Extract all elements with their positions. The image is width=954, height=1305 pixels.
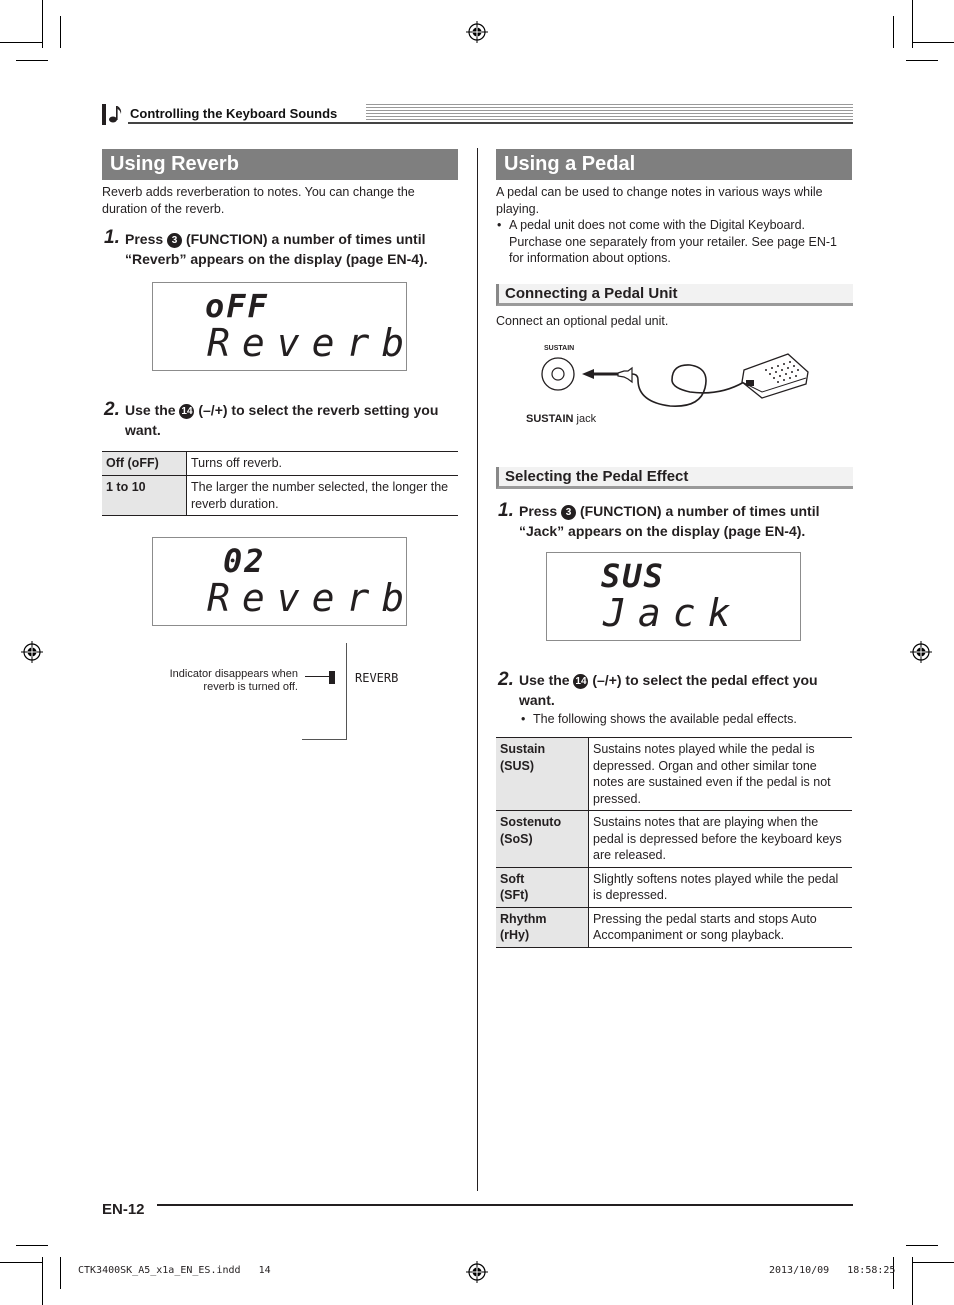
connect-text: Connect an optional pedal unit. [496, 314, 669, 328]
pedal-note-bullet: • A pedal unit does not come with the Digital Keyboard. Purchase one separately from your retailer. See page EN-1 for information about options. [509, 217, 851, 267]
crop-mark [42, 0, 43, 48]
lcd-display-pedal-jack: SUS Jack [546, 552, 801, 641]
reverb-indicator-label: REVERB [355, 671, 399, 685]
table-row: Off (oFF) Turns off reverb. [102, 452, 458, 476]
registration-mark-icon [466, 1261, 488, 1283]
print-timestamp: 2013/10/09 18:58:25 [769, 1265, 896, 1276]
sustain-jack-top-label: SUSTAIN [544, 345, 575, 352]
header-title: Controlling the Keyboard Sounds [130, 106, 338, 121]
crop-mark [912, 1257, 913, 1305]
music-note-icon [108, 104, 124, 124]
step-number: 2. [104, 399, 120, 420]
section-title-pedal: Using a Pedal [496, 149, 852, 180]
registration-mark-icon [910, 641, 932, 663]
table-row: Sostenuto (SoS) Sustains notes that are playing when the pedal is depressed before the keyboard keys are released. [496, 811, 852, 868]
crop-mark [906, 1245, 938, 1246]
pedal-step-1: Press 3 (FUNCTION) a number of times until “Jack” appears on the display (page EN-4). [519, 503, 820, 539]
subsection-connecting: Connecting a Pedal Unit [496, 284, 853, 306]
lcd-display-reverb-02: 02 Reverb [152, 537, 407, 626]
crop-mark [60, 16, 61, 48]
indicator-leader-line [305, 676, 329, 677]
lcd-display-reverb-off: oFF Reverb [152, 282, 407, 371]
step-number: 2. [498, 669, 514, 690]
crop-mark [60, 1257, 61, 1289]
reverb-intro: Reverb adds reverberation to notes. You can change the duration of the reverb. [102, 185, 415, 216]
crop-mark [16, 1245, 48, 1246]
crop-mark [912, 1262, 954, 1263]
lcd-corner-outline [302, 643, 347, 740]
registration-mark-icon [466, 21, 488, 43]
function-button-badge: 3 [561, 505, 576, 520]
pedal-connection-illustration-icon [520, 340, 820, 420]
table-row: Sustain (SUS) Sustains notes played while the pedal is depressed. Organ and other similar tone notes are sustained even if the pedal is not pressed. [496, 738, 852, 811]
indicator-note: Indicator disappears when reverb is turned off. [169, 668, 298, 693]
value-button-badge: 14 [181, 406, 193, 417]
step-number: 1. [498, 500, 514, 521]
table-row: Rhythm (rHy) Pressing the pedal starts and stops Auto Accompaniment or song playback. [496, 907, 852, 947]
crop-mark [912, 0, 913, 48]
crop-mark [0, 42, 42, 43]
crop-mark [906, 60, 938, 61]
footer-rule [157, 1204, 853, 1206]
reverb-step-2: Use the 14 (–/+) to select the reverb setting you want. [125, 402, 439, 438]
pedal-effects-bullet: • The following shows the available pedal effects. [533, 711, 851, 728]
registration-mark-icon [21, 641, 43, 663]
file-slug: CTK3400SK_A5_x1a_EN_ES.indd 14 [78, 1265, 271, 1276]
reverb-step-1: Press 3 (FUNCTION) a number of times until “Reverb” appears on the display (page EN-4). [125, 231, 428, 267]
pedal-step-2: Use the 14 (–/+) to select the pedal effect you want. [519, 672, 818, 708]
crop-mark [42, 1257, 43, 1305]
page-number: EN-12 [102, 1201, 145, 1218]
table-row: Soft (SFt) Slightly softens notes played while the pedal is depressed. [496, 867, 852, 907]
reverb-settings-table [102, 451, 458, 516]
crop-mark [912, 42, 954, 43]
function-button-badge: 3 [167, 233, 182, 248]
sustain-jack-caption: SUSTAIN jack [526, 413, 597, 425]
pedal-effects-table [496, 737, 852, 948]
pedal-intro: A pedal can be used to change notes in various ways while playing. [496, 185, 823, 216]
value-button-badge: 14 [575, 676, 587, 687]
section-title-reverb: Using Reverb [102, 149, 458, 180]
subsection-selecting: Selecting the Pedal Effect [496, 467, 853, 489]
table-row: 1 to 10 The larger the number selected, the longer the reverb duration. [102, 476, 458, 516]
indicator-mark [329, 671, 335, 684]
crop-mark [16, 60, 48, 61]
crop-mark [0, 1262, 42, 1263]
column-divider [477, 148, 478, 1191]
crop-mark [893, 16, 894, 48]
step-number: 1. [104, 227, 120, 248]
